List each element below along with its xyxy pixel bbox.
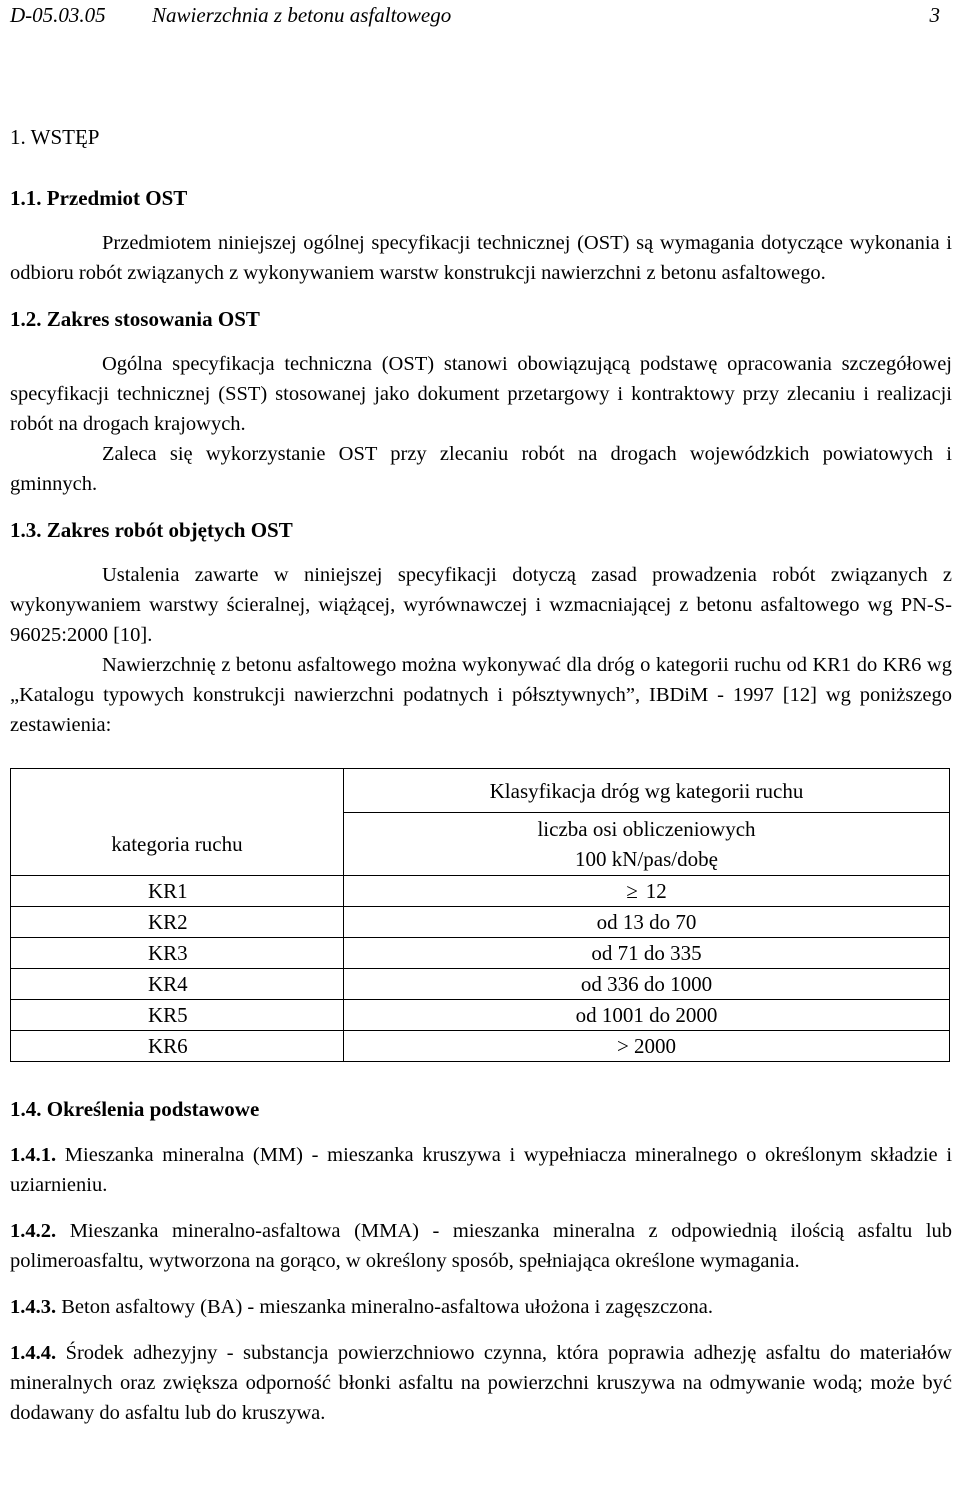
paragraph-1-3-a: Ustalenia zawarte w niniejszej specyfikacji dotyczą zasad prowadzenia robót związanych z wykonywaniem warstwy ścieralnej, wiążącej, wyrównawczej i wzmacniającej z betonu asfaltowego wg PN-S-96025:2000 [10].: [10, 564, 952, 646]
definition-text: Mieszanka mineralna (MM) - mieszanka kruszywa i wypełniacza mineralnego o określonym składzie i uziarnieniu.: [10, 1144, 953, 1196]
column-header-axles-line2: 100 kN/pas/dobę: [575, 847, 718, 871]
table-cell-range-value: od 336 do 1000: [580, 972, 713, 996]
table-row: [11, 1031, 950, 1062]
table-cell-range: [344, 1000, 950, 1031]
table-cell-category: KR4: [11, 969, 344, 1000]
table-cell-range-value: od 71 do 335: [591, 941, 702, 965]
definition-item: [10, 1216, 952, 1276]
paragraph-1-2-b: Zaleca się wykorzystanie OST przy zlecaniu robót na drogach wojewódzkich powiatowych i gminnych.: [10, 443, 952, 495]
definition-number: 1.4.4.: [10, 1342, 57, 1364]
traffic-category-table: [10, 768, 950, 1062]
column-header-axles-line1: liczba osi obliczeniowych: [537, 817, 756, 841]
table-row: [11, 938, 950, 969]
section-heading-1-3: 1.3. Zakres robót objętych OST: [10, 518, 293, 542]
section-heading-1-1: 1.1. Przedmiot OST: [10, 186, 188, 210]
section-heading-1-2: 1.2. Zakres stosowania OST: [10, 307, 260, 331]
table-row: [11, 1000, 950, 1031]
definition-number: 1.4.2.: [10, 1220, 57, 1242]
table-cell-range-value: > 2000: [616, 1034, 677, 1058]
table-cell-range: [344, 1031, 950, 1062]
definition-text: Środek adhezyjny - substancja powierzchniowo czynna, która poprawia adhezję asfaltu do materiałów mineralnych oraz zwiększa odporność błonki asfaltu na powierzchni kruszywa na odmywanie wodą; może być dodawany do asfaltu lub do kruszywa.: [10, 1342, 952, 1424]
section-heading-wstep: 1. WSTĘP: [10, 125, 100, 149]
table-row: [11, 969, 950, 1000]
table-cell-range: [344, 876, 950, 907]
table-cell-range: [344, 969, 950, 1000]
greater-or-equal-symbol: ≥: [626, 879, 638, 903]
table-cell-category: KR3: [11, 938, 344, 969]
definition-item: [10, 1338, 952, 1428]
table-cell-range-value: od 1001 do 2000: [575, 1003, 718, 1027]
definition-text: Beton asfaltowy (BA) - mieszanka mineralno-asfaltowa ułożona i zagęszczona.: [61, 1296, 714, 1318]
document-code: D-05.03.05: [10, 3, 106, 27]
table-cell-category: KR6: [11, 1031, 344, 1062]
paragraph-1-2-a: Ogólna specyfikacja techniczna (OST) stanowi obowiązującą podstawę opracowania szczegółowej specyfikacji technicznej (SST) stosowanej jako dokument przetargowy i kontraktowy przy zlecaniu i realizacji robót na drogach krajowych.: [10, 353, 952, 435]
page-number: 3: [929, 3, 940, 27]
definition-number: 1.4.3.: [10, 1296, 57, 1318]
section-heading-1-4: 1.4. Określenia podstawowe: [10, 1097, 260, 1121]
paragraph-1-1: Przedmiotem niniejszej ogólnej specyfikacji technicznej (OST) są wymagania dotyczące wykonania i odbioru robót związanych z wykonywaniem warstw konstrukcji nawierzchni z betonu asfaltowego.: [10, 232, 952, 284]
page-header: [10, 0, 940, 30]
table-cell-range: [344, 938, 950, 969]
table-row: [11, 876, 950, 907]
definition-text: Mieszanka mineralno-asfaltowa (MMA) - mieszanka mineralna z odpowiednią ilością asfaltu lub polimeroasfaltu, wytworzona na gorąco, w określony sposób, spełniająca określone wymagania.: [10, 1220, 953, 1272]
definition-item: [10, 1292, 952, 1322]
table-cell-range: [344, 907, 950, 938]
definition-number: 1.4.1.: [10, 1144, 57, 1166]
paragraph-1-3-b: Nawierzchnię z betonu asfaltowego można wykonywać dla dróg o kategorii ruchu od KR1 do KR6 wg „Katalogu typowych konstrukcji nawierzchni podatnych i półsztywnych”, IBDiM - 1997 [12] wg poniższego zestawienia:: [10, 654, 952, 736]
document-title: Nawierzchnia z betonu asfaltowego: [152, 3, 452, 27]
table-cell-range-value: od 13 do 70: [596, 910, 697, 934]
column-header-axles: [344, 813, 950, 876]
table-cell-category: KR5: [11, 1000, 344, 1031]
column-header-category: kategoria ruchu: [11, 813, 344, 876]
definition-item: [10, 1140, 952, 1200]
page-content: [10, 122, 952, 1428]
table-row: [11, 907, 950, 938]
table-cell-range-value: 12: [645, 879, 667, 903]
table-title: Klasyfikacja dróg wg kategorii ruchu: [344, 769, 950, 813]
table-cell-category: KR2: [11, 907, 344, 938]
table-cell-category: KR1: [11, 876, 344, 907]
table-header-empty: [11, 769, 344, 813]
